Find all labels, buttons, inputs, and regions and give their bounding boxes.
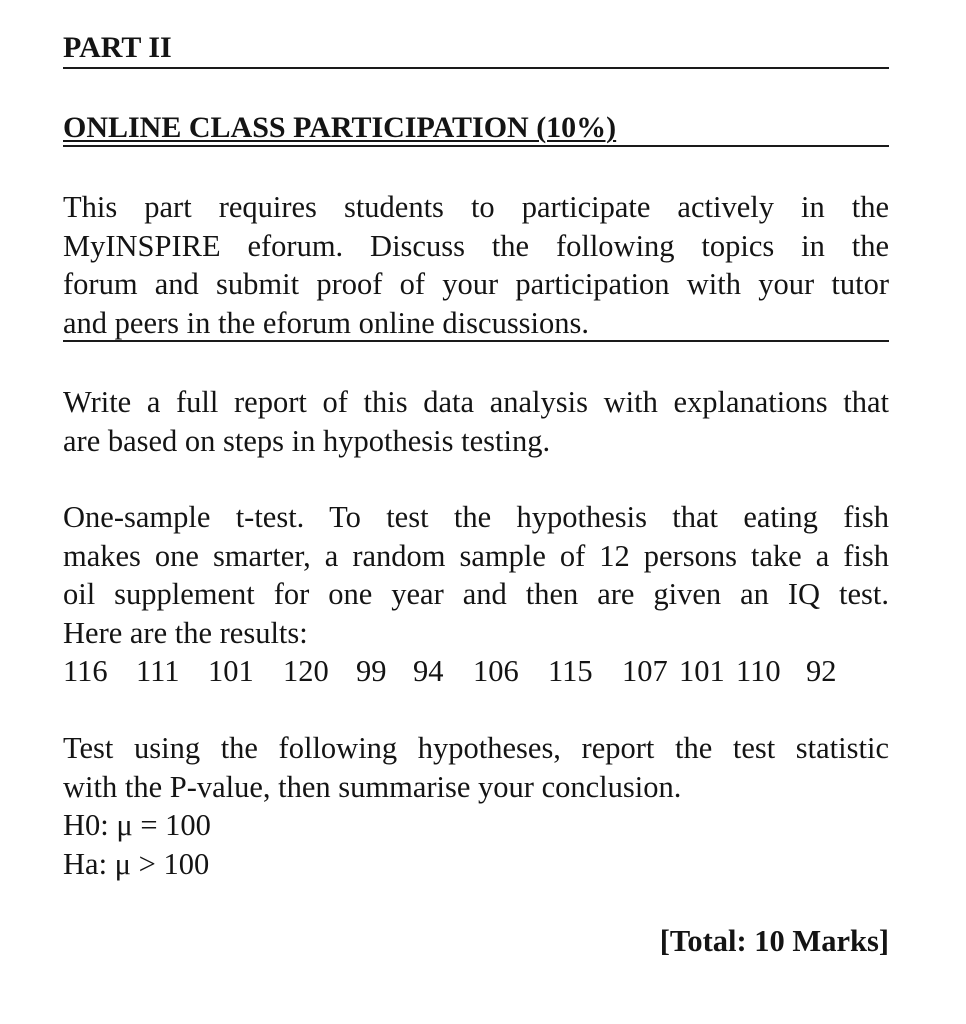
intro-line: and peers in the eforum online discussions. — [63, 305, 590, 340]
iq-score: 101 — [208, 654, 254, 688]
ttest-line: makes one smarter, a random sample of 12 persons take a fish — [63, 538, 889, 573]
iq-score: 120 — [283, 654, 329, 688]
ttest-paragraph — [63, 498, 889, 691]
iq-score: 107 — [622, 654, 668, 688]
ttest-line: Here are the results: — [63, 615, 308, 650]
ttest-line: oil supplement for one year and then are given an IQ test. — [63, 577, 889, 611]
hypothesis-line: Test using the following hypotheses, report the test statistic — [63, 731, 889, 765]
iq-score: 106 — [473, 654, 519, 688]
iq-score: 110 — [736, 654, 781, 688]
ttest-line: One-sample t-test. To test the hypothesis that eating fish — [63, 500, 889, 534]
part-heading: PART II — [63, 31, 172, 64]
iq-scores — [63, 652, 889, 691]
iq-score: 92 — [806, 654, 837, 688]
iq-score: 115 — [548, 654, 593, 688]
intro-line: This part requires students to participate actively in the — [63, 190, 889, 224]
hypothesis-line: with the P-value, then summarise your conclusion. — [63, 769, 682, 804]
section-title: ONLINE CLASS PARTICIPATION (10%) — [63, 111, 617, 144]
iq-score: 116 — [63, 654, 108, 688]
iq-score: 99 — [356, 654, 387, 688]
part-divider — [63, 67, 889, 69]
iq-score: 111 — [136, 654, 180, 688]
report-line: are based on steps in hypothesis testing. — [63, 423, 551, 458]
intro-divider — [63, 340, 889, 342]
intro-line: MyINSPIRE eforum. Discuss the following topics in the — [63, 228, 889, 263]
total-marks: [Total: 10 Marks] — [659, 924, 889, 958]
null-hypothesis: H0: μ = 100 — [63, 808, 211, 842]
report-line: Write a full report of this data analysis with explanations that — [63, 385, 889, 419]
report-paragraph — [63, 383, 889, 460]
iq-score: 101 — [679, 654, 725, 688]
intro-line: forum and submit proof of your participation with your tutor — [63, 267, 889, 301]
iq-score: 94 — [413, 654, 444, 688]
intro-paragraph — [63, 188, 889, 342]
section-divider — [63, 145, 889, 147]
hypothesis-paragraph — [63, 729, 889, 883]
alternative-hypothesis: Ha: μ > 100 — [63, 846, 210, 881]
